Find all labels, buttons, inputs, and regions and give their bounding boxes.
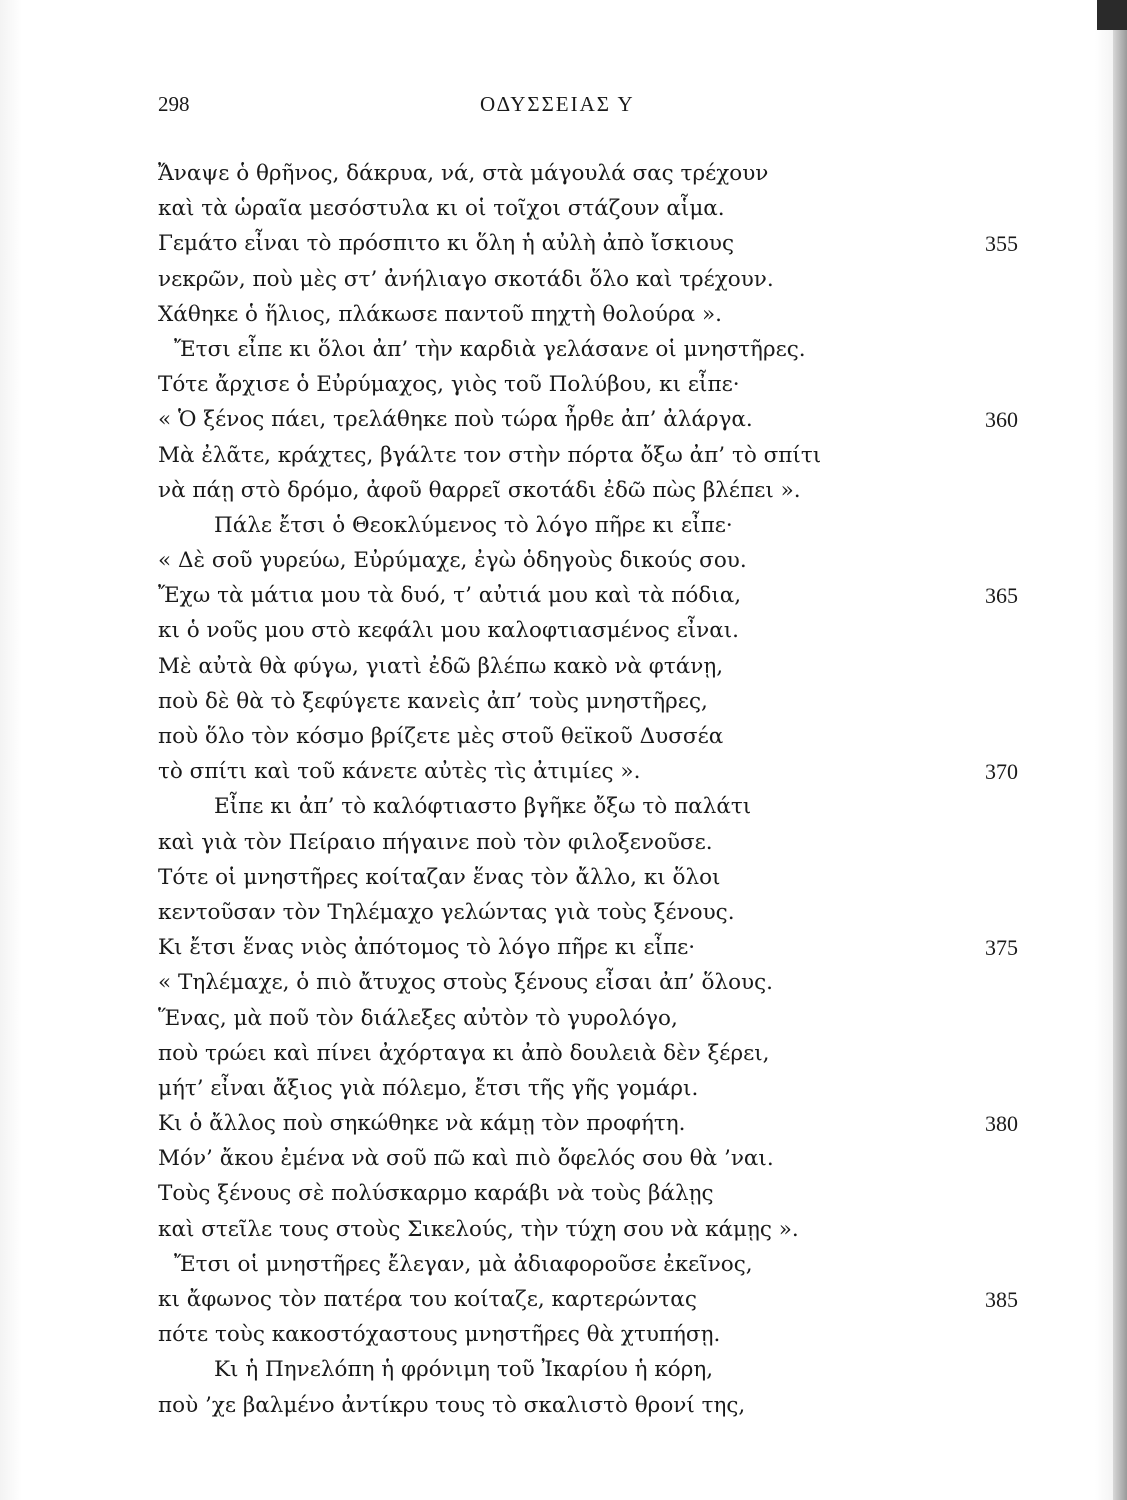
verse-number: 385 [985,1287,1018,1312]
verse-text: Γεμάτο εἶναι τὸ πρόσπιτο κι ὅλη ἡ αὐλὴ ἀπὸ ἴσκιους [158,231,735,257]
verse-text: νὰ πάῃ στὸ δρόμο, ἀφοῦ θαρρεῖ σκοτάδι ἐδῶ πὼς βλέπει ». [158,477,801,503]
verse-number: 380 [985,1111,1018,1137]
verse-line [158,684,1018,719]
page-edge-shadow [1113,0,1127,1500]
verse-number: 355 [985,231,1018,257]
verse-number: 360 [985,407,1018,433]
verse-text: καὶ τὰ ὡραῖα μεσόστυλα κι οἱ τοῖχοι στάζουν αἷμα. [158,196,725,222]
verse-line [158,508,1018,543]
verse-line [158,1071,1018,1106]
verse-line [158,1001,1018,1036]
verse-line [158,649,1018,684]
verse-text: νεκρῶν, ποὺ μὲς στ’ ἀνήλιαγο σκοτάδι ὅλο καὶ τρέχουν. [158,266,774,292]
verse-line [158,1282,1018,1317]
verse-line [158,1036,1018,1071]
verse-text: ποὺ δὲ θὰ τὸ ξεφύγετε κανεὶς ἀπ’ τοὺς μνηστῆρες, [158,688,708,714]
verse-text: Κι ὁ ἄλλος ποὺ σηκώθηκε νὰ κάμῃ τὸν προφήτη. [158,1111,686,1137]
verse-line [158,226,1018,261]
verse-text: κι ἄφωνος τὸν πατέρα του κοίταζε, καρτερώντας [158,1287,697,1312]
verse-number: 365 [985,583,1018,609]
verse-text: ποὺ ὅλο τὸν κόσμο βρίζετε μὲς στοῦ θεϊκοῦ Δυσσέα [158,724,724,749]
verse-text: μήτ’ εἶναι ἄξιος γιὰ πόλεμο, ἔτσι τῆς γῆς γομάρι. [158,1075,699,1101]
verse-line [158,438,1018,473]
verse-line [158,754,1018,789]
verse-line [158,191,1018,226]
verse-line [158,1317,1018,1352]
verse-text: « Δὲ σοῦ γυρεύω, Εὐρύμαχε, ἐγὼ ὁδηγοὺς δικούς σου. [158,548,747,574]
verse-text: « Ὁ ξένος πάει, τρελάθηκε ποὺ τώρα ἦρθε ἀπ’ ἀλάργα. [158,407,753,433]
verse-text: Χάθηκε ὁ ἥλιος, πλάκωσε παντοῦ πηχτὴ θολούρα ». [158,301,722,327]
verse-text: « Τηλέμαχε, ὁ πιὸ ἄτυχος στοὺς ξένους εἶσαι ἀπ’ ὅλους. [158,970,773,996]
verse-line [158,860,1018,895]
verse-text: Μὲ αὐτὰ θὰ φύγω, γιατὶ ἐδῶ βλέπω κακὸ νὰ φτάνῃ, [158,653,724,679]
page-corner [1097,0,1127,30]
verse-text: Ἔτσι εἶπε κι ὅλοι ἀπ’ τὴν καρδιὰ γελάσανε οἱ μνηστῆρες. [174,336,806,362]
verse-line [158,825,1018,860]
verse-text: κεντοῦσαν τὸν Τηλέμαχο γελώντας γιὰ τοὺς ξένους. [158,899,735,925]
verse-text: Μόν’ ἄκου ἐμένα νὰ σοῦ πῶ καὶ πιὸ ὄφελός σου θὰ ’ναι. [158,1146,774,1172]
page-number: 298 [158,92,190,116]
verse-text: Ἔτσι οἱ μνηστῆρες ἔλεγαν, μὰ ἀδιαφοροῦσε ἐκεῖνος, [174,1251,753,1277]
verse-text: Ἔχω τὰ μάτια μου τὰ δυό, τ’ αὐτιά μου καὶ τὰ πόδια, [158,583,742,609]
verse-text: καὶ γιὰ τὸν Πείραιο πήγαινε ποὺ τὸν φιλοξενοῦσε. [158,829,713,855]
verse-number: 370 [985,759,1018,785]
running-header [158,92,1018,122]
verse-text: Εἶπε κι ἀπ’ τὸ καλόφτιαστο βγῆκε ὄξω τὸ παλάτι [214,794,752,820]
verse-line [158,1388,1018,1423]
verse-line [158,156,1018,191]
verse-line [158,965,1018,1000]
verse-line [158,262,1018,297]
verse-text: ποὺ ’χε βαλμένο ἀντίκρυ τους τὸ σκαλιστὸ θρονί της, [158,1392,746,1418]
verse-text: Μὰ ἐλᾶτε, κράχτες, βγάλτε τον στὴν πόρτα ὄξω ἀπ’ τὸ σπίτι [158,442,822,468]
verse-number: 375 [985,935,1018,961]
verse-text: Ἕνας, μὰ ποῦ τὸν διάλεξες αὐτὸν τὸ γυρολόγο, [158,1005,678,1031]
verse-text: Πάλε ἔτσι ὁ Θεοκλύμενος τὸ λόγο πῆρε κι εἶπε· [214,512,733,538]
verse-text: Ἄναψε ὁ θρῆνος, δάκρυα, νά, στὰ μάγουλά σας τρέχουν [158,161,769,186]
verse-line [158,1247,1018,1282]
verse-line [158,613,1018,648]
verse-line [158,789,1018,824]
verse-text: Κι ἔτσι ἕνας νιὸς ἀπότομος τὸ λόγο πῆρε κι εἶπε· [158,935,696,961]
verse-line [158,895,1018,930]
verse-line [158,719,1018,754]
verse-line [158,297,1018,332]
verse-line [158,578,1018,613]
verse-line [158,543,1018,578]
verse-text: πότε τοὺς κακοστόχαστους μνηστῆρες θὰ χτυπήσῃ. [158,1322,721,1348]
verse-block [158,156,1018,1423]
verse-text: Τότε οἱ μνηστῆρες κοίταζαν ἕνας τὸν ἄλλο, κι ὅλοι [158,864,721,890]
verse-text: Τοὺς ξένους σὲ πολύσκαρμο καράβι νὰ τοὺς βάλῃς [158,1181,714,1207]
verse-line [158,473,1018,508]
verse-line [158,402,1018,437]
running-title: ΟΔΥΣΣΕΙΑΣ Υ [480,92,635,116]
verse-line [158,1176,1018,1211]
verse-line [158,1212,1018,1247]
verse-text: κι ὁ νοῦς μου στὸ κεφάλι μου καλοφτιασμένος εἶναι. [158,618,739,644]
verse-text: Κι ἡ Πηνελόπη ἡ φρόνιμη τοῦ Ἰκαρίου ἡ κόρη, [214,1357,714,1383]
verse-text: Τότε ἄρχισε ὁ Εὐρύμαχος, γιὸς τοῦ Πολύβου, κι εἶπε· [158,372,740,398]
verse-text: καὶ στεῖλε τους στοὺς Σικελούς, τὴν τύχη σου νὰ κάμῃς ». [158,1216,799,1242]
verse-line [158,332,1018,367]
verse-text: ποὺ τρώει καὶ πίνει ἀχόρταγα κι ἀπὸ δουλειὰ δὲν ξέρει, [158,1040,770,1066]
verse-line [158,1352,1018,1387]
verse-line [158,367,1018,402]
verse-text: τὸ σπίτι καὶ τοῦ κάνετε αὐτὲς τὶς ἀτιμίες ». [158,759,641,785]
verse-line [158,1106,1018,1141]
verse-line [158,1141,1018,1176]
verse-line [158,930,1018,965]
